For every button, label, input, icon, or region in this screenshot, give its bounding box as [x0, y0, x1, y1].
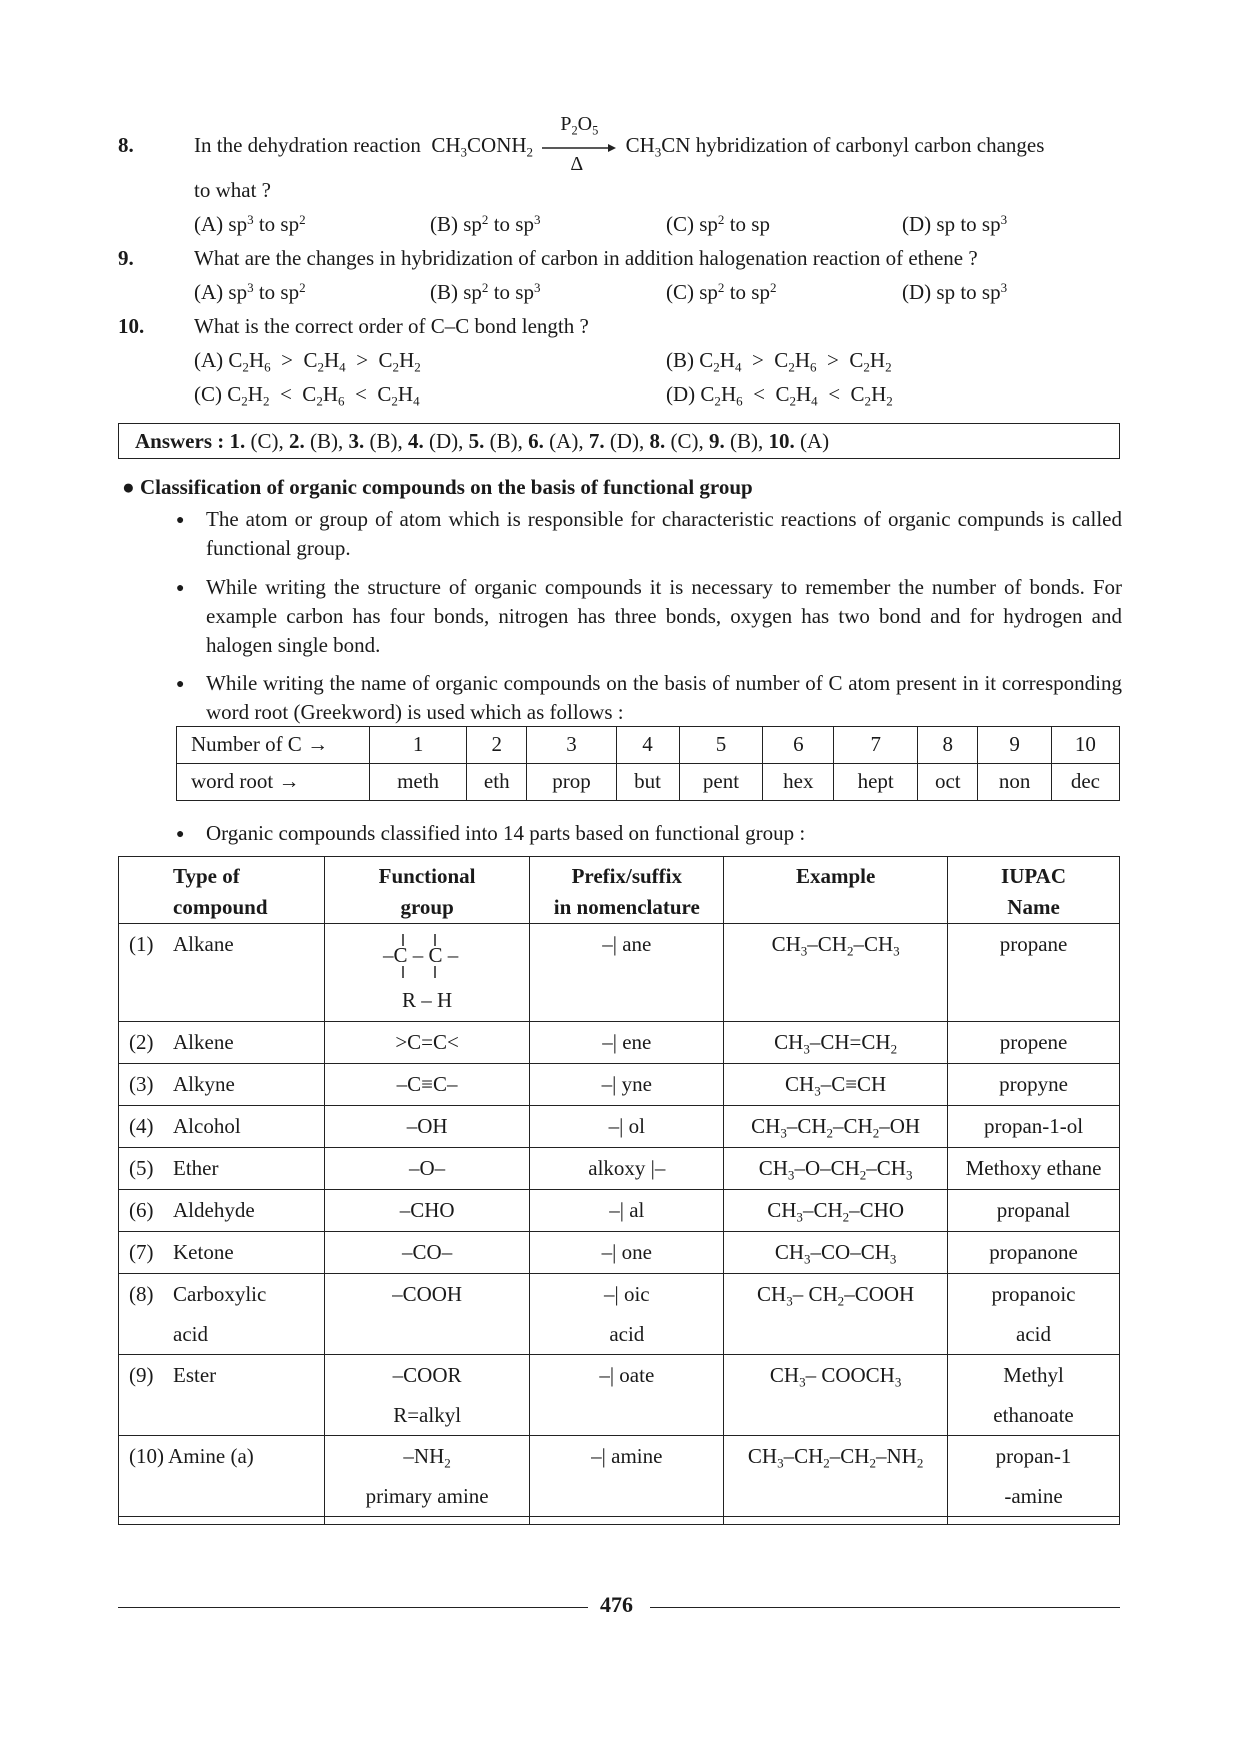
functional-group-cell: –C≡C–: [324, 1064, 530, 1106]
root-word: dec: [1051, 764, 1119, 801]
answer-item: 1. (C): [229, 429, 279, 453]
compound-type-cell: (8) Carboxylic acid: [119, 1274, 325, 1355]
example-cell: $CH_3-CH_2-CH_3$: [724, 924, 948, 1022]
question-8-option-d[interactable]: (D) sp to $sp^3$: [902, 211, 1008, 236]
iupac-name-cell: propene: [948, 1022, 1120, 1064]
empty-cell: [724, 1517, 948, 1525]
example-cell: $CH_3-C\equiv CH$: [724, 1064, 948, 1106]
affix-cell: –| oate: [530, 1355, 724, 1436]
example-cell: $CH_3-CH_2$–CHO: [724, 1190, 948, 1232]
table-header-cell: Functional group: [324, 857, 530, 924]
table-row: [119, 1190, 1120, 1232]
functional-group-cell: >C=C<: [324, 1022, 530, 1064]
example-cell: $CH_3-$ $COOCH_3$: [724, 1355, 948, 1436]
alkane-structure: [331, 924, 524, 980]
table-row: [119, 1436, 1120, 1517]
reagent-bottom: Δ: [570, 153, 584, 176]
table-row: [119, 1064, 1120, 1106]
compound-type-cell: (7) Ketone: [119, 1232, 325, 1274]
empty-cell: [324, 1517, 530, 1525]
bullet-dot-icon: ●: [176, 827, 185, 842]
empty-cell: [119, 1517, 325, 1525]
reaction-arrow: [542, 113, 616, 176]
root-number: 5: [679, 727, 763, 764]
question-8-option-c[interactable]: (C) $sp^2$ to sp: [666, 211, 770, 236]
question-10-option-b[interactable]: (B) $C_2H_4 > C_2H_6 > C_2H_2$: [666, 348, 892, 375]
iupac-name-cell: propanoic acid: [948, 1274, 1120, 1355]
functional-group-table: [118, 856, 1120, 1525]
functional-group-cell: –O–: [324, 1148, 530, 1190]
word-root-name-row: [177, 764, 1120, 801]
question-10-option-d[interactable]: (D) $C_2H_6 < C_2H_4 < C_2H_2$: [666, 382, 893, 409]
answer-item: 8. (C): [649, 429, 699, 453]
question-9-number: 9.: [118, 246, 134, 270]
example-cell: $CH_3-$ $CH_2$–COOH: [724, 1274, 948, 1355]
affix-cell: –| oic acid: [530, 1274, 724, 1355]
affix-cell: –| one: [530, 1232, 724, 1274]
affix-cell: –| amine: [530, 1436, 724, 1517]
root-word: pent: [679, 764, 763, 801]
iupac-name-cell: propyne: [948, 1064, 1120, 1106]
bullet-4-text: Organic compounds classified into 14 parts based on functional group :: [206, 821, 806, 845]
answer-item: 6. (A): [528, 429, 579, 453]
root-number: 3: [527, 727, 616, 764]
question-10-number: 10.: [118, 314, 145, 338]
bullet-dot-icon: ●: [176, 581, 185, 596]
word-root-label: word root →: [177, 764, 370, 801]
compound-type-cell: (5) Ether: [119, 1148, 325, 1190]
svg-text:–C – C –: –C – C –: [383, 943, 459, 967]
table-row: [119, 1148, 1120, 1190]
question-9-option-c[interactable]: (C) $sp^2$ to $sp^2$: [666, 279, 777, 304]
question-8-option-a[interactable]: (A) $sp^3$ to $sp^2$: [194, 211, 306, 236]
question-8-number: 8.: [118, 133, 134, 157]
compound-type-cell: (2) Alkene: [119, 1022, 325, 1064]
iupac-name-cell: propanal: [948, 1190, 1120, 1232]
functional-group-cell: –COOH: [324, 1274, 530, 1355]
compound-type-cell: (3) Alkyne: [119, 1064, 325, 1106]
root-number: 6: [763, 727, 834, 764]
answer-item: 5. (B): [468, 429, 518, 453]
table-header-cell: Type of compound: [119, 857, 325, 924]
empty-cell: [530, 1517, 724, 1525]
affix-cell: –| ol: [530, 1106, 724, 1148]
iupac-name-cell: propanone: [948, 1232, 1120, 1274]
answer-item: 10. (A): [768, 429, 830, 453]
table-row: [119, 1232, 1120, 1274]
question-9-text: What are the changes in hybridization of carbon in addition halogenation reaction of ethene ?: [194, 246, 978, 270]
compound-type-cell: (1) Alkane: [119, 924, 325, 1022]
answers-label: Answers :: [135, 429, 225, 453]
example-cell: $CH_3-CH=CH_2$: [724, 1022, 948, 1064]
functional-group-cell: $-NH_2$ primary amine: [324, 1436, 530, 1517]
table-row-continued: [119, 1517, 1120, 1525]
iupac-name-cell: propan-1 -amine: [948, 1436, 1120, 1517]
question-8-option-b[interactable]: (B) $sp^2$ to $sp^3$: [430, 211, 541, 236]
question-9-option-b[interactable]: (B) $sp^2$ to $sp^3$: [430, 279, 541, 304]
answers-list: 1. (C), 2. (B), 3. (B), 4. (D), 5. (B), 6. (A), 7. (D), 8. (C), 9. (B), 10. (A): [229, 429, 830, 453]
bullet-1-text: The atom or group of atom which is responsible for characteristic reactions of organic compunds is called functional group.: [206, 507, 1122, 560]
answer-item: 4. (D): [408, 429, 459, 453]
table-header-cell: Prefix/suffix in nomenclature: [530, 857, 724, 924]
root-word: prop: [527, 764, 616, 801]
bullet-dot-icon: ●: [176, 677, 185, 692]
bullet-3-text: While writing the name of organic compounds on the basis of number of C atom present in it corresponding word root (Greekword) is used which as follows :: [206, 671, 1122, 724]
functional-group-cell: –CHO: [324, 1190, 530, 1232]
root-number: 1: [370, 727, 467, 764]
root-number: 8: [918, 727, 978, 764]
table-header-cell: Example: [724, 857, 948, 924]
root-word: eth: [467, 764, 527, 801]
footer-rule-right: [650, 1607, 1120, 1608]
root-number: 4: [616, 727, 679, 764]
example-cell: $CH_3-O-CH_2-CH_3$: [724, 1148, 948, 1190]
product-formula: $CH_3CN$: [625, 133, 691, 160]
table-row: [119, 924, 1120, 1022]
heading-bullet-icon: ●: [122, 475, 135, 499]
question-8-text-a: In the dehydration reaction: [194, 133, 421, 157]
compound-type-cell: (6) Aldehyde: [119, 1190, 325, 1232]
iupac-name-cell: Methyl ethanoate: [948, 1355, 1120, 1436]
root-word: oct: [918, 764, 978, 801]
section-heading: [122, 474, 753, 501]
example-cell: $CH_3-CO-CH_3$: [724, 1232, 948, 1274]
word-root-table: [176, 726, 1120, 801]
root-word: hex: [763, 764, 834, 801]
iupac-name-cell: propane: [948, 924, 1120, 1022]
iupac-name-cell: Methoxy ethane: [948, 1148, 1120, 1190]
root-word: non: [978, 764, 1051, 801]
reagent-top: $P_2O_5$: [560, 113, 599, 138]
question-8-text-c: to what ?: [194, 178, 271, 202]
affix-cell: –| al: [530, 1190, 724, 1232]
table-row: [119, 1022, 1120, 1064]
table-body: [119, 924, 1120, 1525]
bullet-2-text: While writing the structure of organic compounds it is necessary to remember the number of bonds. For example carbon has four bonds, nitrogen has three bonds, oxygen has two bond and for hydrogen and halogen single bond.: [206, 575, 1122, 657]
table-header-cell: IUPAC Name: [948, 857, 1120, 924]
alkane-structure-icon: [377, 924, 477, 980]
table-row: [119, 1355, 1120, 1436]
compound-type-cell: (4) Alcohol: [119, 1106, 325, 1148]
root-number: 10: [1051, 727, 1119, 764]
functional-group-cell: –C – C – R – H: [324, 924, 530, 1022]
question-10-option-a[interactable]: (A) $C_2H_6 > C_2H_4 > C_2H_2$: [194, 348, 421, 375]
root-word: but: [616, 764, 679, 801]
answer-item: 3. (B): [348, 429, 398, 453]
footer-rule-left: [118, 1607, 588, 1608]
functional-group-cell: –OH: [324, 1106, 530, 1148]
root-number: 7: [834, 727, 918, 764]
question-10-text: What is the correct order of C–C bond length ?: [194, 314, 589, 338]
affix-cell: –| ane: [530, 924, 724, 1022]
page-number: 476: [600, 1592, 633, 1617]
compound-type-cell: (10) Amine (a): [119, 1436, 325, 1517]
answers-box: [118, 423, 1120, 459]
root-number: 9: [978, 727, 1051, 764]
number-of-c-label: Number of C →: [177, 727, 370, 764]
example-cell: $CH_3-CH_2-CH_2-OH$: [724, 1106, 948, 1148]
iupac-name-cell: propan-1-ol: [948, 1106, 1120, 1148]
word-root-number-row: [177, 727, 1120, 764]
empty-cell: [948, 1517, 1120, 1525]
table-header-row: [119, 857, 1120, 924]
affix-cell: –| ene: [530, 1022, 724, 1064]
affix-cell: –| yne: [530, 1064, 724, 1106]
root-word: hept: [834, 764, 918, 801]
table-row: [119, 1106, 1120, 1148]
answer-item: 9. (B): [708, 429, 758, 453]
bullet-dot-icon: ●: [176, 513, 185, 528]
section-heading-text: Classification of organic compounds on the basis of functional group: [139, 475, 753, 499]
root-number: 2: [467, 727, 527, 764]
question-10-option-c[interactable]: (C) $C_2H_2 < C_2H_6 < C_2H_4$: [194, 382, 420, 409]
question-9-option-a[interactable]: (A) $sp^3$ to $sp^2$: [194, 279, 306, 304]
root-word: meth: [370, 764, 467, 801]
question-8-text: [194, 113, 1120, 176]
functional-group-cell: –COOR R=alkyl: [324, 1355, 530, 1436]
affix-cell: alkoxy |–: [530, 1148, 724, 1190]
question-8-text-b: hybridization of carbonyl carbon changes: [695, 133, 1045, 157]
functional-group-cell: –CO–: [324, 1232, 530, 1274]
example-cell: $CH_3-CH_2-CH_2-NH_2$: [724, 1436, 948, 1517]
question-9-option-d[interactable]: (D) sp to $sp^3$: [902, 279, 1008, 304]
compound-type-cell: (9) Ester: [119, 1355, 325, 1436]
reactant-formula: $CH_3CONH_2$: [431, 133, 534, 160]
answer-item: 2. (B): [289, 429, 338, 453]
answer-item: 7. (D): [588, 429, 639, 453]
table-row: [119, 1274, 1120, 1355]
